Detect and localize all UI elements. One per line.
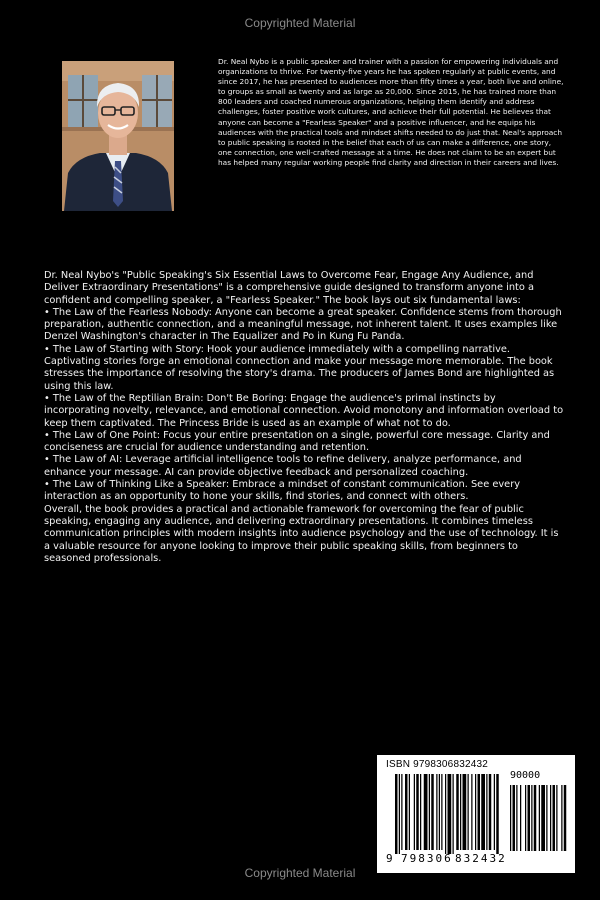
barcode-digit-first: 9 [386,852,393,865]
barcode-digits-right: 832432 [455,852,507,865]
watermark-bottom: Copyrighted Material [244,866,356,880]
author-bio-text: Dr. Neal Nybo is a public speaker and trainer with a passion for empowering individuals and organizations to thrive. For twenty-five years he has spoken regularly at public events, and since 2017, he has presented to audiences more than fifty times a year, both live and online, to groups as small as twenty and as large as 20,000. Since 2015, he has trained more than 800 leaders and coached numerous organizations, helping them identify and address challenges, foster positive work cultures, and achieve their full potential. He believes that anyone can become a "Fearless Speaker" and a positive influencer, and he equips his audiences with the practical tools and mindset shifts needed to do just that. Neal's approach to public speaking is rooted in the belief that each of us can make a difference, one story, one connection, one well-crafted message at a time. He does not claim to be an expert but has helped many regular working people find clarity and direction in their careers and lives. [218,57,564,167]
price-code: 90000 [510,770,541,781]
barcode-digits-left: 798306 [401,852,453,865]
author-photo [62,61,174,211]
law-reptilian-brain: • The Law of the Reptilian Brain: Don't Be Boring: Engage the audience's primal instincts by incorporating novelty, relevance, and emotional connection. Avoid monotony and information overload to keep them captivated. The Princess Bride is used as an example of what not to do. [44,392,564,429]
watermark-top: Copyrighted Material [244,16,356,30]
isbn-barcode [377,755,575,873]
law-one-point: • The Law of One Point: Focus your entire presentation on a single, powerful core message. Clarity and conciseness are crucial for audience understanding and retention. [44,429,550,454]
isbn-label: ISBN 9798306832432 [386,759,489,770]
law-fearless-nobody: • The Law of the Fearless Nobody: Anyone can become a great speaker. Confidence stems from thorough preparation, authentic connection, and a meaningful message, not inherent talent. It uses examples like Denzel Washington's character in The Equalizer and Po in Kung Fu Panda. [44,306,562,343]
summary-intro: Dr. Neal Nybo's "Public Speaking's Six Essential Laws to Overcome Fear, Engage Any Audience, and Deliver Extraordinary Presentations" is a comprehensive guide designed to transform anyone into a confident and compelling speaker, a "Fearless Speaker." The book lays out six fundamental laws: [44,270,534,306]
law-ai: • The Law of AI: Leverage artificial intelligence tools to refine delivery, analyze performance, and enhance your message. AI can provide objective feedback and personalized coaching. [44,454,522,478]
summary-conclusion: Overall, the book provides a practical and actionable framework for overcoming the fear of public speaking, engaging any audience, and delivering extraordinary presentations. It combines timeless communication principles with modern insights into audience psychology and the use of technology. It is a valuable resource for anyone looking to improve their public speaking skills, from beginners to seasoned professionals. [44,503,559,564]
author-bio [218,57,564,168]
law-thinking-like-speaker: • The Law of Thinking Like a Speaker: Embrace a mindset of constant communication. See every interaction as an opportunity to hone your skills, find stories, and connect with others. [44,479,521,503]
law-starting-with-story: • The Law of Starting with Story: Hook your audience immediately with a compelling narrative. Captivating stories forge an emotional connection and make your message more memorable. The book stresses the importance of resolving the story's drama. The producers of James Bond are highlighted as using this law. [44,343,555,392]
book-summary [44,270,564,565]
